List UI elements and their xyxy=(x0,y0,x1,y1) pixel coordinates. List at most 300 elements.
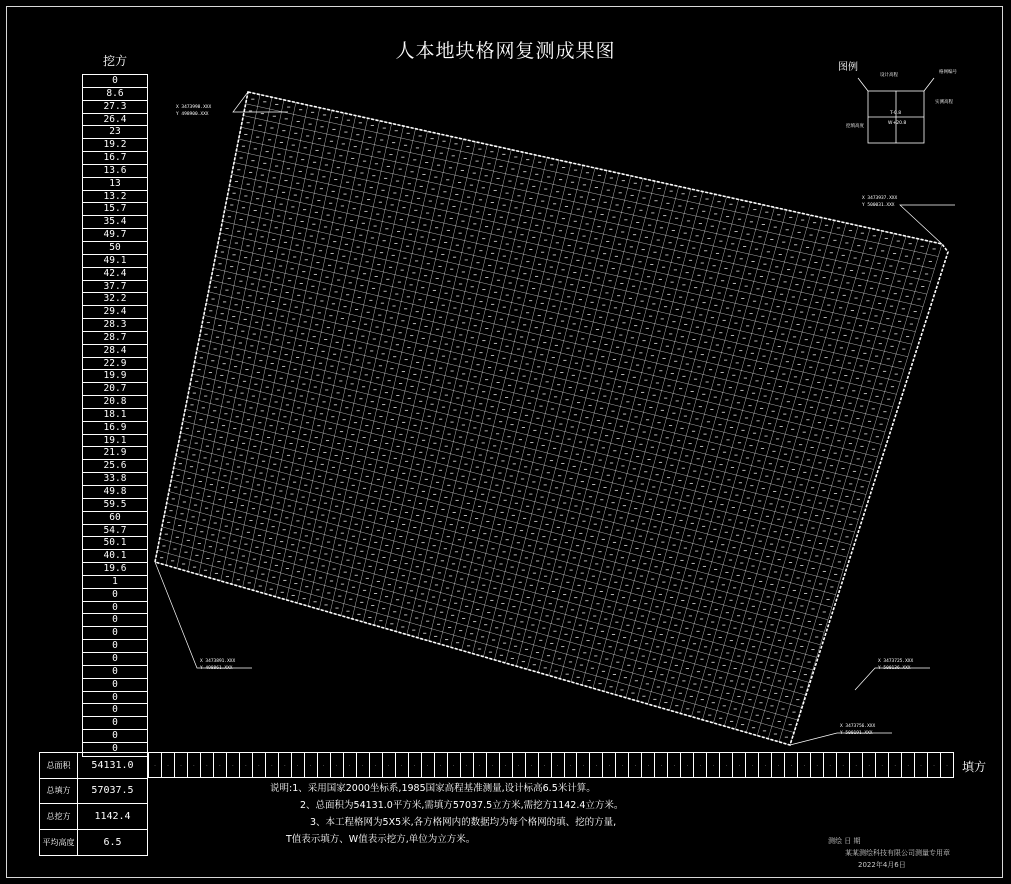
grid-cell-value xyxy=(352,321,355,322)
grid-cell-value xyxy=(616,347,619,348)
grid-cell-value xyxy=(278,440,281,441)
grid-cell-value xyxy=(658,188,661,189)
dig-value-cell: 27.3 xyxy=(83,101,147,114)
grid-cell-value xyxy=(238,404,241,405)
grid-cell-value xyxy=(675,492,678,493)
grid-cell-value xyxy=(249,234,252,235)
grid-cell-value xyxy=(396,395,399,396)
grid-cell-value xyxy=(641,392,644,393)
grid-cell-value xyxy=(424,581,427,582)
grid-cell-value xyxy=(490,600,493,601)
grid-cell-value xyxy=(262,461,265,462)
grid-cell-value xyxy=(704,687,707,688)
grid-cell-value xyxy=(534,378,537,379)
grid-cell-value xyxy=(631,195,634,196)
grid-cell-value xyxy=(186,428,189,429)
grid-cell-value xyxy=(793,590,796,591)
grid-cell-value xyxy=(633,600,636,601)
grid-cell-value xyxy=(176,537,179,538)
fill-value-cell: · xyxy=(746,753,759,777)
grid-cell-value xyxy=(278,328,281,329)
grid-cell-value xyxy=(786,361,789,362)
grid-cell-value xyxy=(876,436,879,437)
grid-cell-value xyxy=(400,219,403,220)
grid-cell-value xyxy=(313,550,316,551)
dig-value-cell: 0 xyxy=(83,704,147,717)
grid-cell-value xyxy=(448,627,451,628)
grid-cell-value xyxy=(215,573,218,574)
grid-cell-value xyxy=(399,169,402,170)
grid-cell-value xyxy=(286,568,289,569)
grid-cell-value xyxy=(699,406,702,407)
grid-cell-value xyxy=(769,331,772,332)
grid-cell-value xyxy=(304,485,307,486)
dig-value-cell: 15.7 xyxy=(83,203,147,216)
grid-cell-value xyxy=(176,475,179,476)
grid-cell-value xyxy=(848,403,851,404)
fill-value-cell: · xyxy=(946,762,948,768)
grid-cell-value xyxy=(712,357,715,358)
grid-cell-value xyxy=(240,157,243,158)
grid-cell-value xyxy=(443,191,446,192)
grid-cell-value xyxy=(532,186,535,187)
grid-cell-value xyxy=(808,540,811,541)
grid-cell-value xyxy=(292,319,295,320)
grid-cell-value xyxy=(407,347,410,348)
grid-cell-value xyxy=(184,552,187,553)
grid-cell-value xyxy=(353,208,356,209)
grid-cell-value xyxy=(293,482,296,483)
grid-cell-value xyxy=(411,437,414,438)
grid-cell-value xyxy=(369,515,372,516)
grid-cell-value xyxy=(401,270,404,271)
grid-cell-value xyxy=(328,265,331,266)
grid-cell-value xyxy=(678,653,681,654)
grid-cell-value xyxy=(775,266,778,267)
grid-cell-value xyxy=(500,512,503,513)
grid-cell-value xyxy=(481,636,484,637)
grid-cell-value xyxy=(500,217,503,218)
grid-cell-value xyxy=(272,301,275,302)
grid-cell-value xyxy=(413,578,416,579)
grid-cell-value xyxy=(287,107,290,108)
grid-cell-value xyxy=(699,223,702,224)
grid-cell-value xyxy=(476,262,479,263)
grid-cell-value xyxy=(382,455,385,456)
grid-cell-value xyxy=(222,537,225,538)
grid-cell-value xyxy=(540,354,543,355)
grid-cell-value xyxy=(526,312,529,313)
grid-cell-value xyxy=(399,587,402,588)
grid-cell-value xyxy=(406,246,409,247)
grid-cell-value xyxy=(722,584,725,585)
grid-cell-value xyxy=(603,396,606,397)
grid-cell-value xyxy=(402,575,405,576)
grid-cell-value xyxy=(382,557,385,558)
grid-cell-value xyxy=(545,433,548,434)
grid-cell-value xyxy=(385,494,388,495)
grid-cell-value xyxy=(252,508,255,509)
grid-cell-value xyxy=(503,551,506,552)
grid-cell-value xyxy=(741,643,744,644)
grid-cell-value xyxy=(509,618,512,619)
grid-cell-value xyxy=(796,497,799,498)
grid-cell-value xyxy=(448,383,451,384)
grid-cell-value xyxy=(250,345,253,346)
grid-cell-value xyxy=(622,180,625,181)
grid-cell-value xyxy=(514,309,517,310)
grid-cell-value xyxy=(216,275,219,276)
grid-cell-value xyxy=(332,191,335,192)
grid-cell-value xyxy=(702,302,705,303)
grid-cell-value xyxy=(383,128,386,129)
grid-cell-value xyxy=(538,162,541,163)
grid-cell-value xyxy=(670,465,673,466)
grid-cell-value xyxy=(621,465,624,466)
grid-cell-value xyxy=(419,554,422,555)
grid-cell-value xyxy=(394,243,397,244)
grid-cell-value xyxy=(305,372,308,373)
grid-cell-value xyxy=(334,179,337,180)
grid-cell-value xyxy=(276,277,279,278)
grid-cell-value xyxy=(407,296,410,297)
grid-cell-value xyxy=(550,267,553,268)
grid-cell-value xyxy=(574,597,577,598)
grid-cell-value xyxy=(536,652,539,653)
grid-cell-value xyxy=(824,357,827,358)
grid-cell-value xyxy=(258,422,261,423)
grid-cell-value xyxy=(489,652,492,653)
grid-cell-value xyxy=(748,405,751,406)
grid-cell-value xyxy=(482,391,485,392)
grid-cell-value xyxy=(600,591,603,592)
grid-cell-value xyxy=(272,239,275,240)
grid-cell-value xyxy=(741,724,744,725)
grid-cell-value xyxy=(745,671,748,672)
grid-cell-value xyxy=(646,419,649,420)
grid-cell-value xyxy=(455,194,458,195)
grid-cell-value xyxy=(491,202,494,203)
grid-cell-value xyxy=(549,318,552,319)
grid-cell-value xyxy=(405,512,408,513)
grid-cell-value xyxy=(388,431,391,432)
dig-value-cell: 22.9 xyxy=(83,358,147,371)
grid-cell-value xyxy=(338,596,341,597)
grid-cell-value xyxy=(660,227,663,228)
grid-cell-value xyxy=(570,570,573,571)
grid-cell-value xyxy=(782,374,785,375)
grid-cell-value xyxy=(681,336,684,337)
grid-cell-value xyxy=(470,491,473,492)
grid-cell-value xyxy=(682,640,685,641)
grid-cell-value xyxy=(338,545,341,546)
grid-cell-value xyxy=(719,332,722,333)
grid-cell-value xyxy=(171,560,174,561)
grid-cell-value xyxy=(798,404,801,405)
grid-cell-value xyxy=(838,267,841,268)
grid-cell-value xyxy=(848,363,851,364)
grid-cell-value xyxy=(237,292,240,293)
grid-cell-value xyxy=(553,203,556,204)
grid-cell-value xyxy=(459,283,462,284)
grid-cell-value xyxy=(365,374,368,375)
grid-cell-value xyxy=(233,193,236,194)
grid-cell-value xyxy=(500,268,503,269)
fill-value-cell: · xyxy=(655,753,668,777)
grid-cell-value xyxy=(887,399,890,400)
grid-cell-value xyxy=(639,444,642,445)
grid-cell-value xyxy=(734,668,737,669)
grid-cell-value xyxy=(578,351,581,352)
dig-value-cell: 0 xyxy=(83,653,147,666)
grid-cell-value xyxy=(801,352,804,353)
grid-cell-value xyxy=(738,219,741,220)
grid-cell-value xyxy=(914,311,917,312)
grid-cell-value xyxy=(182,563,185,564)
grid-cell-value xyxy=(533,573,536,574)
grid-cell-value xyxy=(719,464,722,465)
grid-cell-value xyxy=(804,299,807,300)
grid-cell-value xyxy=(525,649,528,650)
grid-cell-value xyxy=(547,176,550,177)
grid-cell-value xyxy=(767,677,770,678)
grid-cell-value xyxy=(793,336,796,337)
grid-line-horizontal xyxy=(208,292,877,457)
grid-cell-value xyxy=(316,589,319,590)
grid-cell-value xyxy=(312,449,315,450)
note-line-4: T值表示填方、W值表示挖方,单位为立方米。 xyxy=(286,834,476,845)
grid-cell-value xyxy=(307,247,310,248)
grid-cell-value xyxy=(662,450,665,451)
grid-cell-value xyxy=(335,455,338,456)
grid-cell-value xyxy=(814,394,817,395)
grid-cell-value xyxy=(642,523,645,524)
grid-cell-value xyxy=(538,600,541,601)
summary-value: 57037.5 xyxy=(91,785,134,797)
grid-cell-value xyxy=(233,541,236,542)
grid-cell-value xyxy=(321,464,324,465)
grid-cell-value xyxy=(325,277,328,278)
grid-cell-value xyxy=(355,575,358,576)
grid-cell-value xyxy=(264,336,267,337)
grid-cell-value xyxy=(284,467,287,468)
grid-cell-value xyxy=(692,431,695,432)
grid-cell-value xyxy=(450,269,453,270)
grid-cell-value xyxy=(534,612,537,613)
grid-cell-value xyxy=(634,508,637,509)
grid-cell-value xyxy=(228,564,231,565)
grid-cell-value xyxy=(462,322,465,323)
grid-cell-value xyxy=(489,509,492,510)
grid-cell-value xyxy=(335,608,338,609)
grid-cell-value xyxy=(288,393,291,394)
grid-cell-value xyxy=(895,374,898,375)
grid-cell-value xyxy=(605,659,608,660)
grid-cell-value xyxy=(261,410,264,411)
grid-cell-value xyxy=(447,230,450,231)
grid-cell-value xyxy=(675,705,678,706)
grid-cell-value xyxy=(642,656,645,657)
grid-cell-value xyxy=(642,249,645,250)
grid-cell-value xyxy=(376,377,379,378)
grid-cell-value xyxy=(819,503,822,504)
grid-cell-value xyxy=(789,562,792,563)
grid-cell-value xyxy=(603,579,606,580)
grid-cell-value xyxy=(508,334,511,335)
grid-cell-value xyxy=(757,460,760,461)
fill-value-cell: · xyxy=(590,753,603,777)
grid-cell-value xyxy=(861,233,864,234)
grid-cell-value xyxy=(750,485,753,486)
grid-cell-value xyxy=(526,210,529,211)
grid-cell-value xyxy=(504,500,507,501)
grid-cell-value xyxy=(431,138,434,139)
grid-cell-value xyxy=(436,278,439,279)
fill-value-cell: · xyxy=(694,753,707,777)
dig-value-cell: 20.8 xyxy=(83,396,147,409)
grid-cell-value xyxy=(329,428,332,429)
grid-cell-value xyxy=(234,366,237,367)
grid-cell-value xyxy=(767,637,770,638)
grid-cell-value xyxy=(684,548,687,549)
grid-cell-value xyxy=(199,481,202,482)
grid-cell-value xyxy=(219,437,222,438)
grid-cell-value xyxy=(584,469,587,470)
grid-cell-value xyxy=(826,265,829,266)
grid-cell-value xyxy=(433,341,436,342)
grid-cell-value xyxy=(574,506,577,507)
grid-cell-value xyxy=(266,550,269,551)
grid-cell-value xyxy=(488,560,491,561)
grid-cell-value xyxy=(877,263,880,264)
grid-cell-value xyxy=(352,485,355,486)
grid-cell-value xyxy=(704,342,707,343)
grid-cell-value xyxy=(906,296,909,297)
grid-cell-value xyxy=(661,410,664,411)
grid-cell-value xyxy=(270,589,273,590)
corner-x-coordinate: X 3473891.XXX xyxy=(200,659,236,664)
grid-cell-value xyxy=(306,422,309,423)
grid-cell-value xyxy=(335,117,338,118)
grid-cell-value xyxy=(377,479,380,480)
fill-value-cell: · xyxy=(733,753,746,777)
grid-cell-value xyxy=(384,291,387,292)
grid-cell-value xyxy=(257,372,260,373)
grid-cell-value xyxy=(494,394,497,395)
grid-cell-value xyxy=(487,612,490,613)
grid-cell-value xyxy=(547,564,550,565)
grid-cell-value xyxy=(874,275,877,276)
grid-cell-value xyxy=(574,221,577,222)
grid-cell-value xyxy=(785,534,788,535)
grid-cell-value xyxy=(279,491,282,492)
grid-cell-value xyxy=(652,303,655,304)
corner-x-coordinate: X 3473725.XXX xyxy=(878,659,914,664)
grid-cell-value xyxy=(857,499,860,500)
grid-cell-value xyxy=(741,206,744,207)
grid-cell-value xyxy=(563,594,566,595)
grid-cell-value xyxy=(195,381,198,382)
grid-cell-value xyxy=(649,407,652,408)
grid-cell-value xyxy=(700,618,703,619)
grid-cell-value xyxy=(380,252,383,253)
fill-value-cell: · xyxy=(383,753,396,777)
grid-cell-value xyxy=(391,521,394,522)
dig-value-cell: 13.6 xyxy=(83,165,147,178)
grid-cell-value xyxy=(729,600,732,601)
grid-cell-value xyxy=(762,224,765,225)
grid-cell-value xyxy=(746,325,749,326)
grid-cell-value xyxy=(338,217,341,218)
grid-cell-value xyxy=(789,349,792,350)
grid-cell-value xyxy=(797,364,800,365)
grid-cell-value xyxy=(436,482,439,483)
grid-cell-value xyxy=(721,544,724,545)
grid-cell-value xyxy=(248,582,251,583)
grid-cell-value xyxy=(517,634,520,635)
grid-cell-value xyxy=(614,307,617,308)
grid-cell-value xyxy=(239,455,242,456)
grid-cell-value xyxy=(561,269,564,270)
grid-cell-value xyxy=(662,358,665,359)
grid-cell-value xyxy=(582,429,585,430)
grid-cell-value xyxy=(774,652,777,653)
grid-cell-value xyxy=(422,491,425,492)
grid-cell-value xyxy=(633,468,636,469)
grid-cell-value xyxy=(314,274,317,275)
grid-cell-value xyxy=(631,520,634,521)
grid-cell-value xyxy=(718,424,721,425)
grid-cell-value xyxy=(589,496,592,497)
grid-cell-value xyxy=(231,552,234,553)
grid-cell-value xyxy=(358,297,361,298)
grid-cell-value xyxy=(823,611,826,612)
grid-cell-value xyxy=(412,630,415,631)
grid-cell-value xyxy=(576,545,579,546)
grid-cell-value xyxy=(427,518,430,519)
grid-cell-value xyxy=(523,222,526,223)
grid-cell-value xyxy=(343,470,346,471)
grid-cell-value xyxy=(329,203,332,204)
grid-cell-value xyxy=(664,489,667,490)
grid-cell-value xyxy=(538,457,541,458)
grid-cell-value xyxy=(428,150,431,151)
grid-cell-value xyxy=(845,242,848,243)
grid-cell-value xyxy=(874,315,877,316)
grid-cell-value xyxy=(708,634,711,635)
grid-cell-value xyxy=(307,473,310,474)
grid-cell-value xyxy=(243,381,246,382)
grid-cell-value xyxy=(377,151,380,152)
grid-cell-value xyxy=(594,524,597,525)
grid-cell-value xyxy=(673,585,676,586)
grid-cell-value xyxy=(779,386,782,387)
grid-cell-value xyxy=(739,482,742,483)
grid-cell-value xyxy=(238,517,241,518)
grid-cell-value xyxy=(879,343,882,344)
grid-cell-value xyxy=(546,381,549,382)
grid-cell-value xyxy=(807,500,810,501)
grid-cell-value xyxy=(193,393,196,394)
grid-cell-value xyxy=(516,451,519,452)
grid-cell-value xyxy=(568,439,571,440)
grid-cell-value xyxy=(477,313,480,314)
grid-cell-value xyxy=(291,381,294,382)
grid-cell-value xyxy=(746,457,749,458)
grid-cell-value xyxy=(396,344,399,345)
grid-cell-value xyxy=(456,245,459,246)
grid-cell-value xyxy=(800,605,803,606)
